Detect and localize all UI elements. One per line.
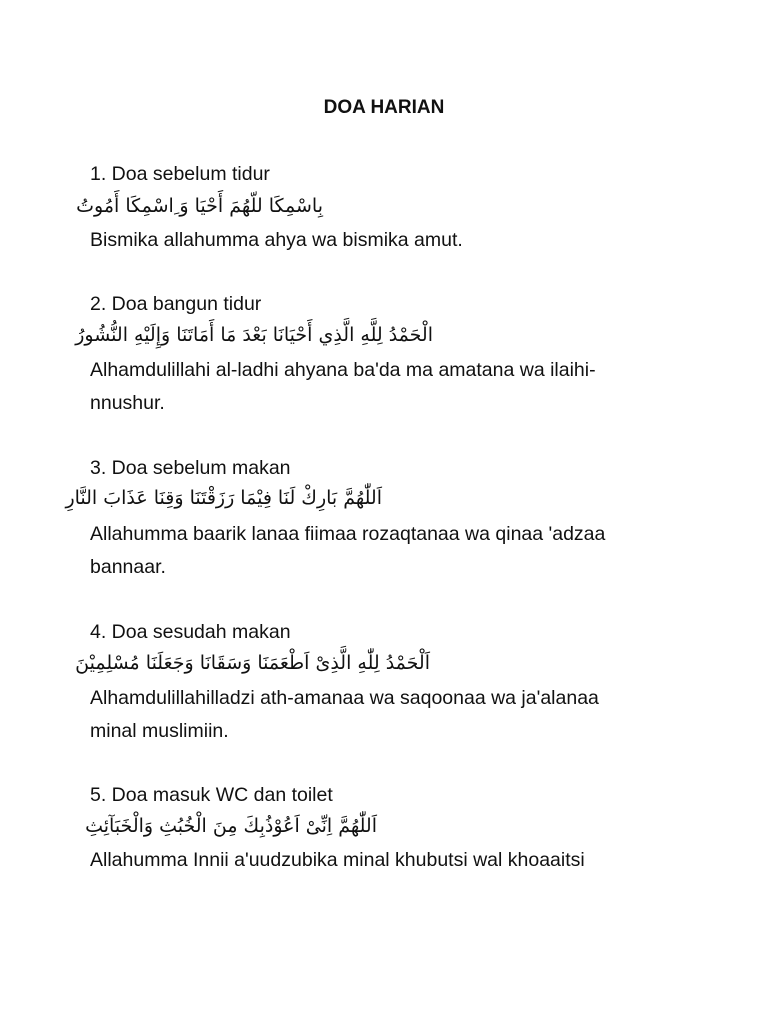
- transliteration-line: Bismika allahumma ahya wa bismika amut.: [90, 229, 463, 251]
- transliteration-line: Allahumma Innii a'uudzubika minal khubutsi wal khoaaitsi: [90, 849, 585, 871]
- arabic-text: الْحَمْدُ لِلَّهِ الَّذِي أَحْيَانَا بَعْدَ مَا أَمَاتَنَا وَإِلَيْهِ النُّشُورُ: [75, 324, 433, 346]
- arabic-text: اَللّٰهُمَّ بَارِكْ لَنَا فِيْمَا رَزَقْتَنَا وَقِنَا عَذَابَ النَّارِ: [65, 487, 382, 509]
- transliteration-line: Alhamdulillahilladzi ath-amanaa wa saqoonaa wa ja'alanaa: [90, 687, 599, 709]
- transliteration-line: nnushur.: [90, 392, 165, 414]
- arabic-text: بِاسْمِكَا للّهُمَ أَحْيَا وَ ِاسْمِكَا أَمُوتُ: [76, 195, 323, 217]
- document-title: DOA HARIAN: [323, 97, 445, 118]
- transliteration-line: Allahumma baarik lanaa fiimaa rozaqtanaa wa qinaa 'adzaa: [90, 523, 606, 545]
- arabic-text: اَلْحَمْدُ لِلّٰهِ الَّذِىْ اَطْعَمَنَا وَسَقَانَا وَجَعَلَنَا مُسْلِمِيْنَ: [75, 652, 430, 674]
- prayer-heading: 1. Doa sebelum tidur: [90, 163, 270, 185]
- transliteration-line: minal muslimiin.: [90, 720, 229, 742]
- prayer-heading: 3. Doa sebelum makan: [90, 457, 291, 479]
- prayer-heading: 2. Doa bangun tidur: [90, 293, 262, 315]
- transliteration-line: Alhamdulillahi al-ladhi ahyana ba'da ma amatana wa ilaihi-: [90, 359, 596, 381]
- prayer-heading: 4. Doa sesudah makan: [90, 621, 291, 643]
- transliteration-line: bannaar.: [90, 556, 166, 578]
- prayer-heading: 5. Doa masuk WC dan toilet: [90, 784, 333, 806]
- arabic-text: اَللّٰهُمَّ اِنِّىْ اَعُوْذُبِكَ مِنَ الْخُبُثِ وَالْخَبَآئِثِ: [85, 815, 377, 837]
